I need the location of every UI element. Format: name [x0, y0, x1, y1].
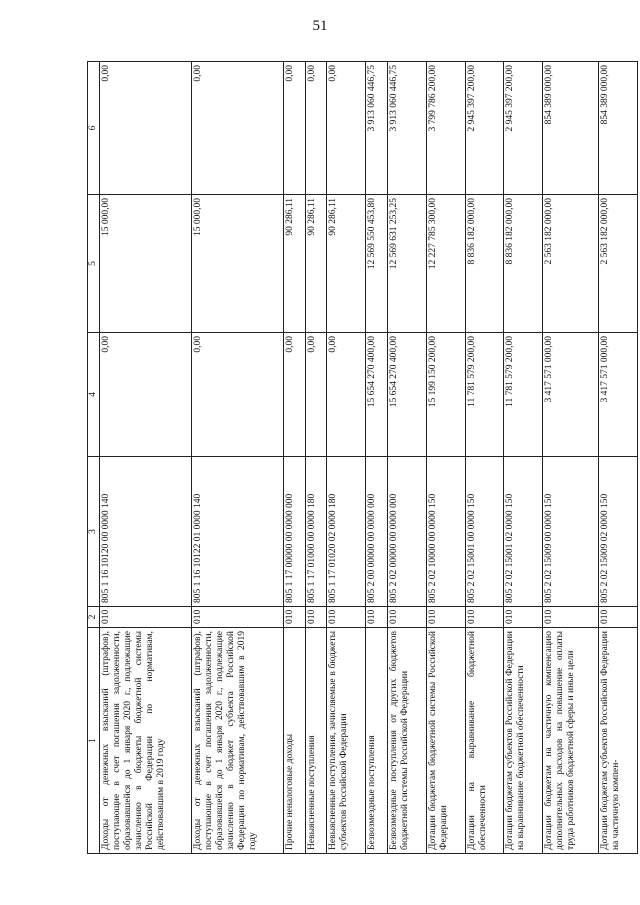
col-header-4: 4	[88, 333, 100, 457]
row-line-code: 010	[599, 607, 638, 628]
rotated-table-container	[87, 62, 638, 854]
revenue-table	[87, 61, 638, 854]
row-line-code: 010	[284, 607, 306, 628]
row-value-4: 0,00	[327, 333, 366, 457]
row-value-6: 3 913 060 446,75	[366, 62, 388, 195]
row-budget-code: 805 2 02 15009 02 0000 150	[599, 457, 638, 607]
row-value-5: 8 836 182 000,00	[504, 195, 543, 333]
table-row	[388, 62, 427, 854]
row-value-5: 90 286,11	[305, 195, 327, 333]
row-line-code: 010	[388, 607, 427, 628]
row-value-6: 0,00	[327, 62, 366, 195]
col-header-5: 5	[88, 195, 100, 333]
row-name: Безвозмездные поступления	[366, 628, 388, 854]
row-value-5: 2 563 182 000,00	[599, 195, 638, 333]
row-name: Доходы от денежных взысканий (штрафов), поступающие в счет погашения задолженности, образовавшейся до 1 января 2020 г., подлежащие зачислению в бюджеты бюджетной системы Российской Федерации по нормативам, действовавшим в 2019 году	[100, 628, 192, 854]
row-value-4: 3 417 571 000,00	[599, 333, 638, 457]
row-name: Дотации на выравнивание бюджетной обеспеченности	[465, 628, 504, 854]
row-line-code: 010	[366, 607, 388, 628]
row-budget-code: 805 1 17 01020 02 0000 180	[327, 457, 366, 607]
row-value-6: 2 945 397 200,00	[465, 62, 504, 195]
row-budget-code: 805 2 00 00000 00 0000 000	[366, 457, 388, 607]
table-row	[543, 62, 599, 854]
row-name: Дотации бюджетам бюджетной системы Российской Федерации	[426, 628, 465, 854]
row-value-4: 0,00	[284, 333, 306, 457]
row-line-code: 010	[327, 607, 366, 628]
table-row	[284, 62, 306, 854]
row-value-5: 12 569 631 253,25	[388, 195, 427, 333]
row-name: Невыясненные поступления, зачисляемые в бюджеты субъектов Российской Федерации	[327, 628, 366, 854]
row-budget-code: 805 1 17 01000 00 0000 180	[305, 457, 327, 607]
row-value-4: 0,00	[100, 333, 192, 457]
page-number: 51	[312, 18, 328, 34]
row-line-code: 010	[100, 607, 192, 628]
row-budget-code: 805 2 02 15009 00 0000 150	[543, 457, 599, 607]
row-value-4: 15 654 270 400,00	[388, 333, 427, 457]
row-budget-code: 805 1 16 10122 01 0000 140	[192, 457, 284, 607]
row-budget-code: 805 2 02 10000 00 0000 150	[426, 457, 465, 607]
row-line-code: 010	[305, 607, 327, 628]
row-line-code: 010	[465, 607, 504, 628]
row-value-6: 0,00	[284, 62, 306, 195]
row-budget-code: 805 1 16 10120 00 0000 140	[100, 457, 192, 607]
table-row	[504, 62, 543, 854]
row-value-6: 2 945 397 200,00	[504, 62, 543, 195]
row-value-6: 3 799 786 200,00	[426, 62, 465, 195]
row-line-code: 010	[426, 607, 465, 628]
header-row	[88, 62, 100, 854]
row-line-code: 010	[543, 607, 599, 628]
row-value-5: 2 563 182 000,00	[543, 195, 599, 333]
table-row	[192, 62, 284, 854]
row-value-5: 90 286,11	[327, 195, 366, 333]
row-value-5: 12 227 785 300,00	[426, 195, 465, 333]
row-line-code: 010	[192, 607, 284, 628]
row-value-4: 15 654 270 400,00	[366, 333, 388, 457]
row-value-4: 11 781 579 200,00	[465, 333, 504, 457]
row-value-6: 0,00	[305, 62, 327, 195]
row-budget-code: 805 1 17 00000 00 0000 000	[284, 457, 306, 607]
row-value-5: 12 569 550 453,80	[366, 195, 388, 333]
row-value-4: 0,00	[192, 333, 284, 457]
row-value-4: 15 199 150 200,00	[426, 333, 465, 457]
col-header-3: 3	[88, 457, 100, 607]
row-line-code: 010	[504, 607, 543, 628]
row-value-6: 854 389 000,00	[599, 62, 638, 195]
row-name: Дотации бюджетам на частичную компенсацию дополнительных расходов на повышение оплаты труда работников бюджетной сферы и иные цели	[543, 628, 599, 854]
row-value-5: 15 000,00	[192, 195, 284, 333]
table-row	[327, 62, 366, 854]
table-row	[366, 62, 388, 854]
row-name: Доходы от денежных взысканий (штрафов), поступающие в счет погашения задолженности, образовавшейся до 1 января 2020 г., подлежащие зачислению в бюджет субъекта Российской Федерации по нормативам, действовавшим в 2019 году	[192, 628, 284, 854]
row-name: Дотации бюджетам субъектов Российской Федерации на выравнивание бюджетной обеспеченности	[504, 628, 543, 854]
table-row	[100, 62, 192, 854]
table-row	[426, 62, 465, 854]
row-value-6: 3 913 060 446,75	[388, 62, 427, 195]
col-header-1: 1	[88, 628, 100, 854]
row-budget-code: 805 2 02 15001 02 0000 150	[504, 457, 543, 607]
row-name: Безвозмездные поступления от других бюджетов бюджетной системы Российской Федерации	[388, 628, 427, 854]
row-value-5: 90 286,11	[284, 195, 306, 333]
row-value-5: 15 000,00	[100, 195, 192, 333]
row-budget-code: 805 2 02 00000 00 0000 000	[388, 457, 427, 607]
row-name: Дотации бюджетам субъектов Российской Федерации на частичную компен-	[599, 628, 638, 854]
row-budget-code: 805 2 02 15001 00 0000 150	[465, 457, 504, 607]
table-row	[305, 62, 327, 854]
table-row	[599, 62, 638, 854]
row-value-5: 8 836 182 000,00	[465, 195, 504, 333]
row-value-6: 0,00	[192, 62, 284, 195]
col-header-2: 2	[88, 607, 100, 628]
row-value-4: 3 417 571 000,00	[543, 333, 599, 457]
row-name: Невыясненные поступления	[305, 628, 327, 854]
row-name: Прочие неналоговые доходы	[284, 628, 306, 854]
row-value-6: 0,00	[100, 62, 192, 195]
row-value-4: 11 781 579 200,00	[504, 333, 543, 457]
col-header-6: 6	[88, 62, 100, 195]
row-value-6: 854 389 000,00	[543, 62, 599, 195]
table-row	[465, 62, 504, 854]
row-value-4: 0,00	[305, 333, 327, 457]
